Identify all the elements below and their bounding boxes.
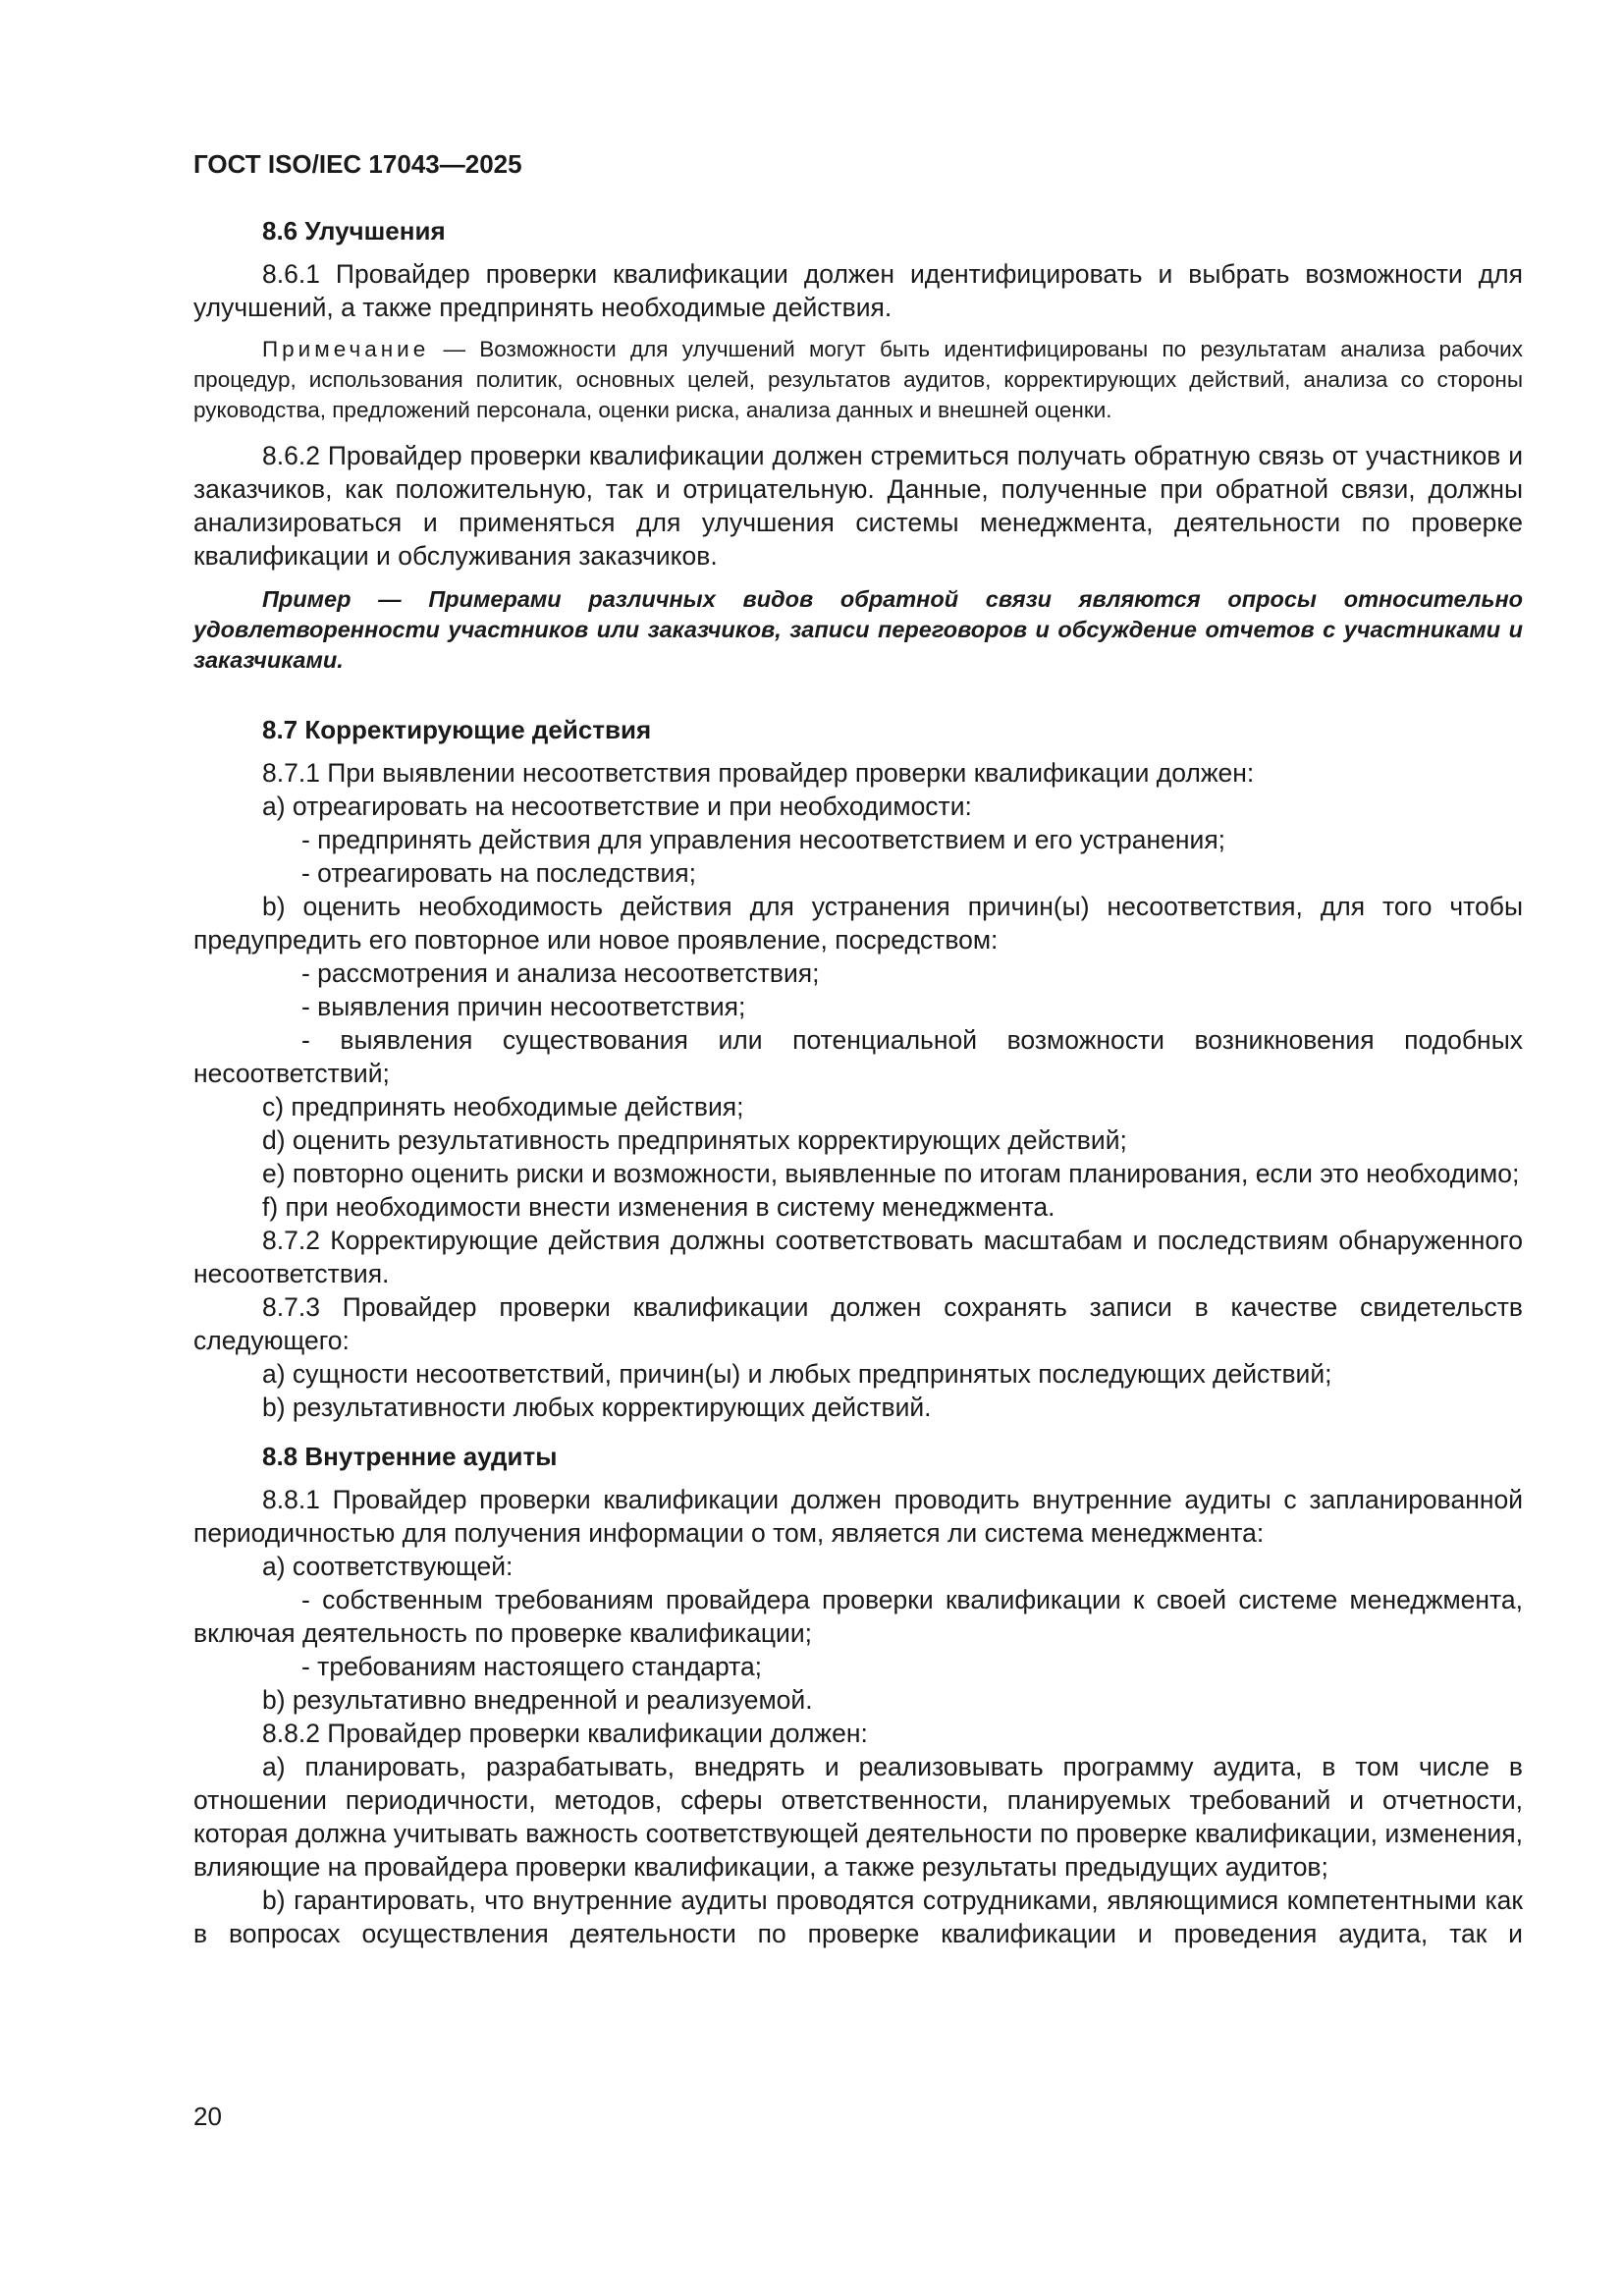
list-item-8-7-1-c: c) предпринять необходимые действия; (262, 1092, 744, 1121)
document-code: ГОСТ ISO/IEC 17043—2025 (193, 149, 522, 179)
paragraph-8-7-1: 8.7.1 При выявлении несоответствия провайдер проверки квалификации должен: (262, 758, 1255, 788)
document-page (193, 147, 1523, 1950)
list-item-8-7-1-a: a) отреагировать на несоответствие и при необходимости: (262, 792, 972, 821)
paragraph-8-8-1: 8.8.1 Провайдер проверки квалификации должен проводить внутренние аудиты с запланированной периодичностью для получения информации о том, является ли система менеджмента: (193, 1485, 1523, 1548)
list-subitem-8-7-1-b-1: - рассмотрения и анализа несоответствия; (301, 958, 820, 988)
list-item-8-7-3-a: a) сущности несоответствий, причин(ы) и любых предпринятых последующих действий; (262, 1359, 1332, 1389)
list-subitem-8-7-1-a-1: - предпринять действия для управления несоответствием и его устранения; (301, 825, 1226, 854)
paragraph-8-8-2: 8.8.2 Провайдер проверки квалификации должен: (262, 1719, 868, 1748)
page-number: 20 (193, 2102, 222, 2131)
example-8-6: Пример — Примерами различных видов обратной связи являются опросы относительно удовлетворенности участников или заказчиков, записи переговоров и обсуждение отчетов с участниками и заказчиками. (193, 586, 1523, 673)
list-subitem-8-8-1-a-1: - собственным требованиям провайдера проверки квалификации к своей системе менеджмента, включая деятельность по проверке квалификации; (193, 1585, 1523, 1648)
list-item-8-7-1-b: b) оценить необходимость действия для устранения причин(ы) несоответствия, для того чтобы предупредить его повторное или новое проявление, посредством: (193, 892, 1523, 955)
list-item-8-7-1-d: d) оценить результативность предпринятых корректирующих действий; (262, 1125, 1127, 1155)
note-8-6 (193, 334, 1523, 425)
list-item-8-8-2-b: b) гарантировать, что внутренние аудиты проводятся сотрудниками, являющимися компетентными как в вопросах осуществления деятельности по проверке квалификации и проведения аудита, так и (193, 1886, 1523, 1948)
list-item-8-7-3-b: b) результативности любых корректирующих действий. (262, 1393, 932, 1422)
list-item-8-8-2-a: a) планировать, разрабатывать, внедрять и реализовывать программу аудита, в том числе в отношении периодичности, методов, сферы ответственности, планируемых требований и отчетности, которая должна учитывать важность соответствующей деятельности по проверке квалификации, изменения, влияющие на провайдера проверки квалификации, а также результаты предыдущих аудитов; (193, 1752, 1523, 1882)
list-subitem-8-7-1-b-2: - выявления причин несоответствия; (301, 992, 746, 1021)
paragraph-8-6-2: 8.6.2 Провайдер проверки квалификации должен стремиться получать обратную связь от участников и заказчиков, как положительную, так и отрицательную. Данные, полученные при обратной связи, должны анализироваться и применяться для улучшения системы менеджмента, деятельности по проверке квалификации и обслуживания заказчиков. (193, 441, 1523, 571)
paragraph-8-7-3: 8.7.3 Провайдер проверки квалификации должен сохранять записи в качестве свидетельств следующего: (193, 1292, 1523, 1355)
paragraph-8-7-2: 8.7.2 Корректирующие действия должны соответствовать масштабам и последствиям обнаруженного несоответствия. (193, 1226, 1523, 1288)
paragraph-8-6-1: 8.6.1 Провайдер проверки квалификации должен идентифицировать и выбрать возможности для улучшений, а также предпринять необходимые действия. (193, 259, 1523, 322)
section-8-8-heading: 8.8 Внутренние аудиты (262, 1442, 558, 1471)
note-label: Примечание (262, 337, 430, 361)
list-subitem-8-8-1-a-2: - требованиям настоящего стандарта; (301, 1652, 763, 1681)
list-item-8-7-1-f: f) при необходимости внести изменения в систему менеджмента. (262, 1192, 1055, 1222)
list-subitem-8-7-1-a-2: - отреагировать на последствия; (301, 858, 697, 888)
list-item-8-8-1-a: a) соответствующей: (262, 1552, 514, 1581)
list-item-8-7-1-e: e) повторно оценить риски и возможности, выявленные по итогам планирования, если это необходимо; (262, 1159, 1520, 1188)
section-8-7-heading: 8.7 Корректирующие действия (262, 715, 652, 744)
list-item-8-8-1-b: b) результативно внедренной и реализуемой. (262, 1685, 813, 1715)
section-8-6-heading: 8.6 Улучшения (262, 216, 446, 246)
list-subitem-8-7-1-b-3: - выявления существования или потенциальной возможности возникновения подобных несоответствий; (193, 1025, 1523, 1088)
note-text: — Возможности для улучшений могут быть идентифицированы по результатам анализа рабочих процедур, использования политик, основных целей, результатов аудитов, корректирующих действий, анализа со стороны руководства, предложений персонала, оценки риска, анализа данных и внешней оценки. (193, 337, 1523, 422)
